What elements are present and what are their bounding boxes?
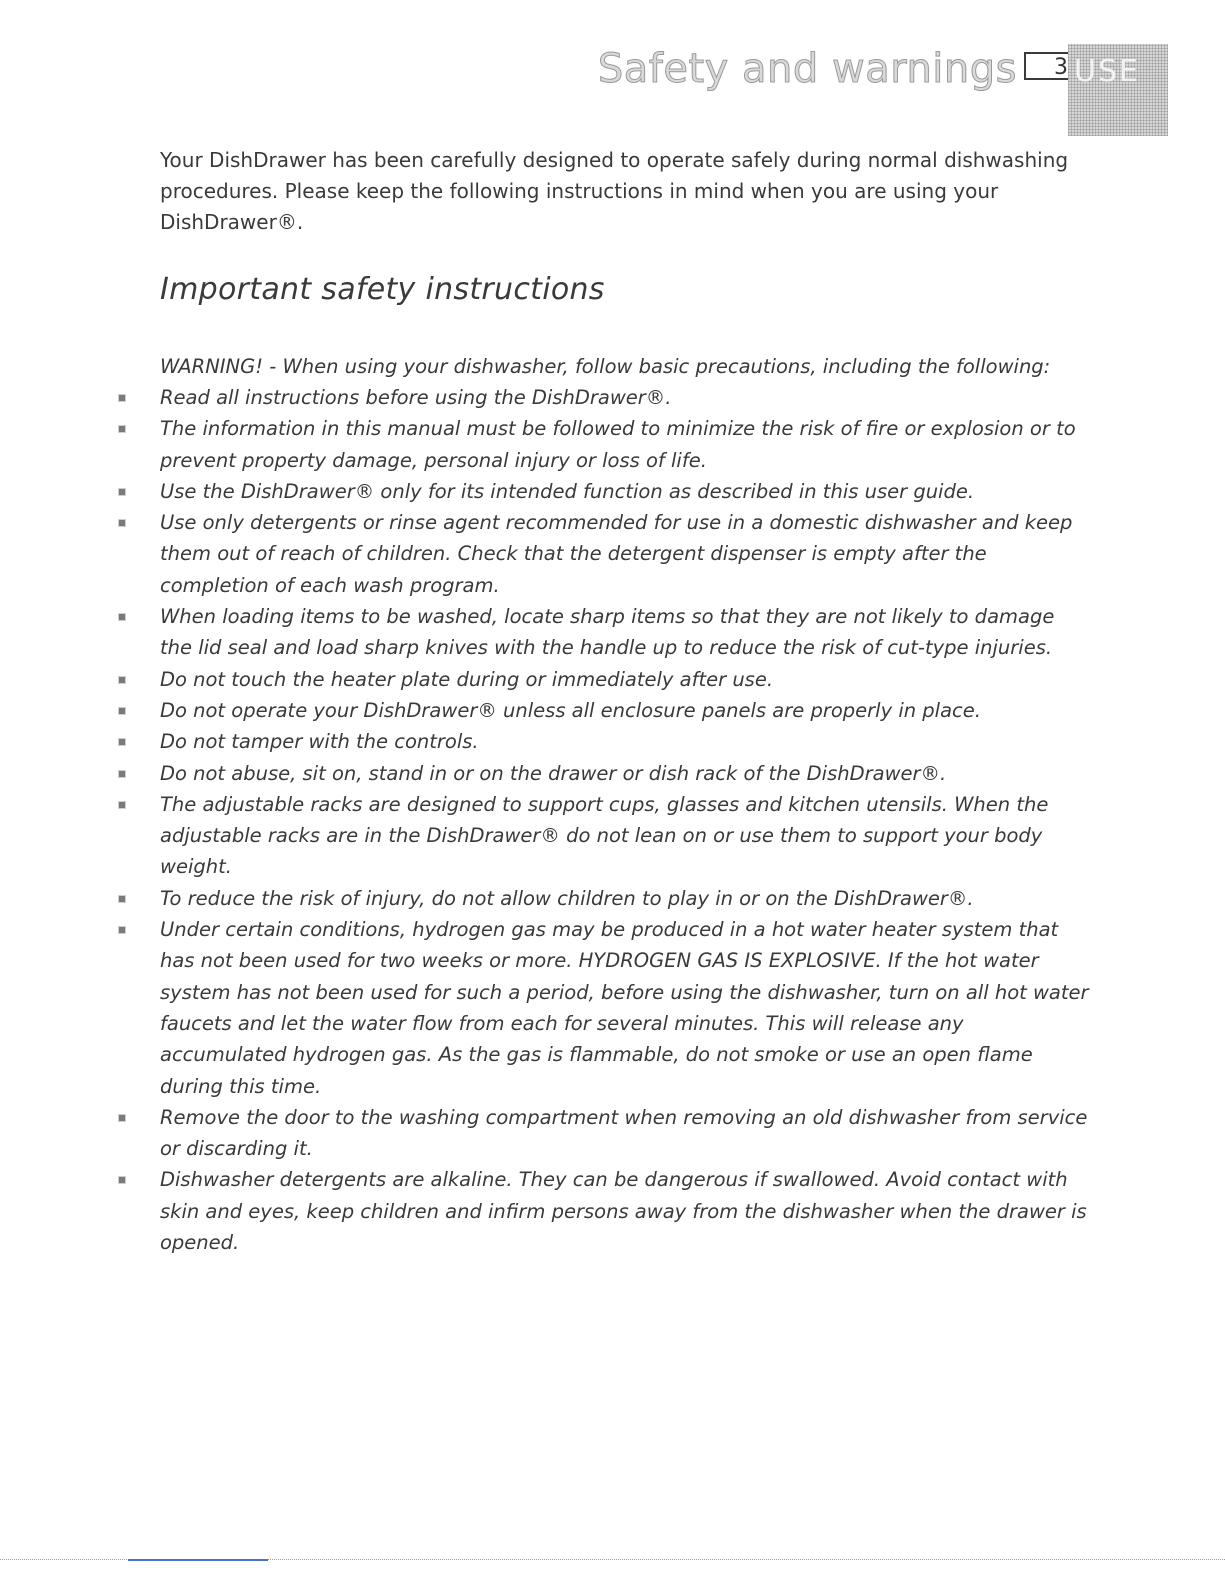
bullet-icon [118, 801, 126, 809]
list-item [160, 1164, 1090, 1258]
list-item-text: To reduce the risk of injury, do not allow children to play in or on the DishDrawer®. [160, 886, 974, 910]
bullet-icon [118, 926, 126, 934]
main-content [160, 145, 1090, 1258]
list-item-text: Read all instructions before using the DishDrawer®. [160, 386, 672, 409]
list-item-text: Do not tamper with the controls. [160, 730, 479, 754]
bullet-icon [118, 613, 126, 621]
list-item-text: Remove the door to the washing compartment when removing an old dishwasher from service or discarding it. [160, 1105, 1088, 1161]
list-item [160, 413, 1090, 476]
section-heading: Important safety instructions [160, 272, 605, 307]
bullet-icon [118, 425, 126, 433]
list-item-text: Do not operate your DishDrawer® unless all enclosure panels are properly in place. [160, 698, 981, 722]
bullet-icon [118, 770, 126, 778]
list-item [160, 883, 1090, 914]
list-item-text: Use the DishDrawer® only for its intended function as described in this user guide. [160, 479, 975, 503]
list-item-text: Do not abuse, sit on, stand in or on the drawer or dish rack of the DishDrawer®. [160, 761, 947, 785]
list-item [160, 695, 1090, 726]
list-item [160, 914, 1090, 1102]
list-item-text: Use only detergents or rinse agent recommended for use in a domestic dishwasher and keep them out of reach of children. Check that the detergent dispenser is empty after the completion of each wash program. [160, 511, 1073, 597]
list-item-text: Under certain conditions, hydrogen gas may be produced in a hot water heater system that has not been used for two weeks or more. HYDROGEN GAS IS EXPLOSIVE. If the hot water system has not been used for such a period, before using the dishwasher, turn on all hot water faucets and let the water flow from each for several minutes. This will release any accumulated hydrogen gas. As the gas is flammable, do not smoke or use an open flame during this time. [160, 918, 1089, 1098]
bullet-icon [118, 519, 126, 527]
section-tab [1068, 44, 1168, 136]
list-item [160, 664, 1090, 695]
list-item-text: The adjustable racks are designed to support cups, glasses and kitchen utensils. When the adjustable racks are in the DishDrawer® do not lean on or use them to support your body weight. [160, 792, 1049, 879]
intro-paragraph: Your DishDrawer has been carefully designed to operate safely during normal dishwashing procedures. Please keep the following instructions in mind when you are using your DishDrawer®. [160, 148, 1069, 234]
bullet-icon [118, 895, 126, 903]
list-item [160, 601, 1090, 664]
bullet-icon [118, 1114, 126, 1122]
list-item [160, 1102, 1090, 1165]
bullet-icon [118, 394, 126, 402]
bullet-icon [118, 676, 126, 684]
list-item [160, 507, 1090, 601]
list-item-text: The information in this manual must be followed to minimize the risk of fire or explosion or to prevent property damage, personal injury or loss of life. [160, 417, 1076, 472]
list-item [160, 726, 1090, 757]
page-number-box [1024, 52, 1072, 80]
page-header [0, 40, 1225, 130]
bullet-icon [118, 738, 126, 746]
bullet-icon [118, 1176, 126, 1184]
list-item [160, 476, 1090, 507]
list-item [160, 758, 1090, 789]
list-item-text: When loading items to be washed, locate sharp items so that they are not likely to damage the lid seal and load sharp knives with the handle up to reduce the risk of cut-type injuries. [160, 605, 1055, 660]
page-number: 3 [1054, 55, 1068, 80]
bullet-icon [118, 488, 126, 496]
list-item [160, 789, 1090, 883]
list-item [160, 382, 1090, 413]
safety-instruction-list [160, 382, 1090, 1258]
list-item-text: Do not touch the heater plate during or immediately after use. [160, 667, 774, 691]
warning-text: WARNING! - When using your dishwasher, follow basic precautions, including the following: [160, 355, 1051, 378]
list-item-text: Dishwasher detergents are alkaline. They can be dangerous if swallowed. Avoid contact with skin and eyes, keep children and infirm persons away from the dishwasher when the drawer is opened. [160, 1168, 1087, 1255]
bullet-icon [118, 707, 126, 715]
section-tab-label: USE [1074, 54, 1140, 89]
page-title: Safety and warnings [597, 46, 1017, 92]
footer-link-underline [128, 1559, 268, 1561]
